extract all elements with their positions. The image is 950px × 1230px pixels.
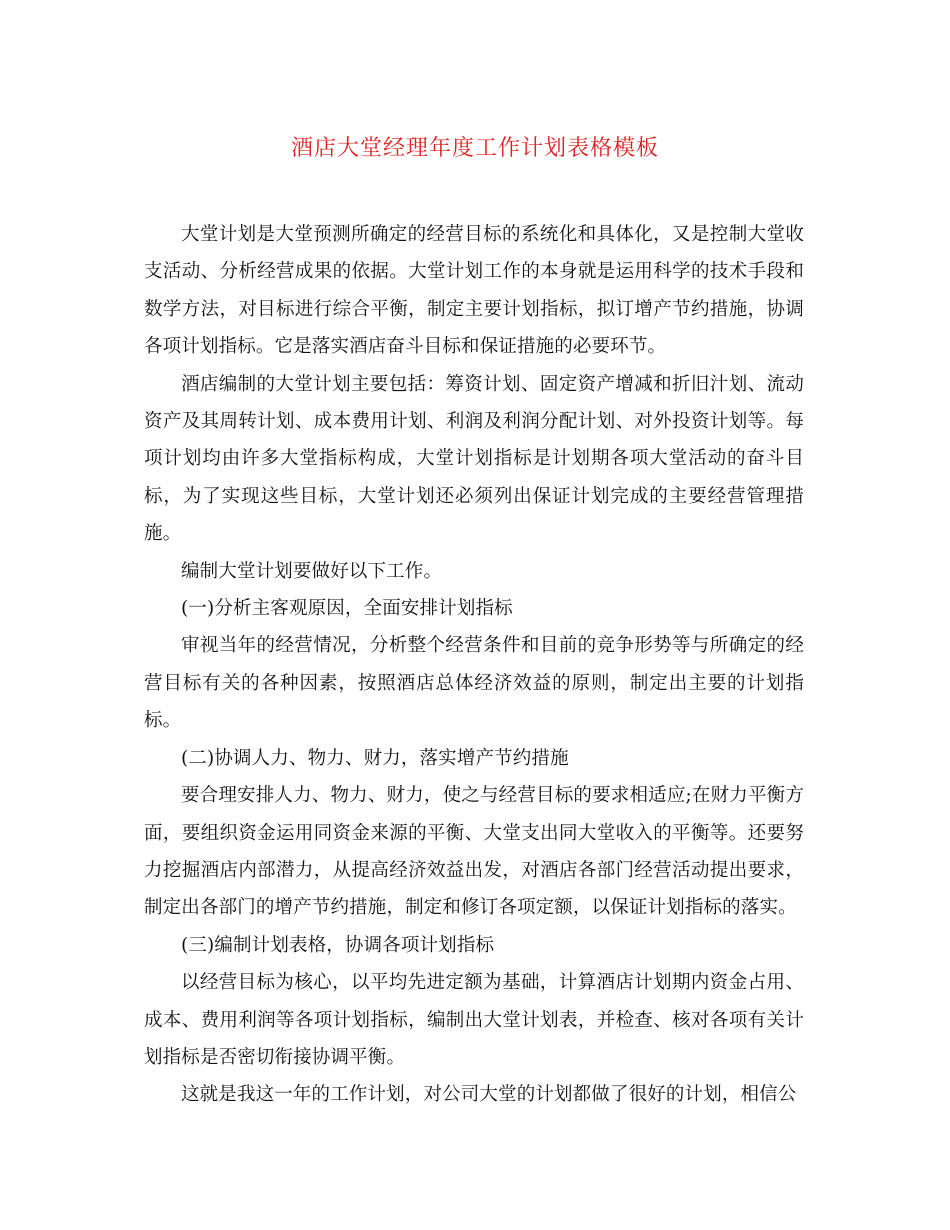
paragraph-closing: 这就是我这一年的工作计划，对公司大堂的计划都做了很好的计划，相信公: [181, 1084, 797, 1106]
paragraph-section-3: 以经营目标为核心，以平均先进定额为基础，计算酒店计划期内资金占用、成本、费用利润等各项计划指标，编制出大堂计划表，并检查、核对各项有关计划指标是否密切衔接协调平衡。: [144, 972, 804, 1068]
paragraph-section-1: 审视当年的经营情况，分析整个经营条件和目前的竞争形势等与所确定的经营目标有关的各种因素，按照酒店总体经济效益的原则，制定出主要的计划指标。: [144, 635, 804, 732]
document-body: [144, 216, 804, 1114]
paragraph-section-2: 要合理安排人力、物力、财力，使之与经营目标的要求相适应;在财力平衡方面，要组织资金运用同资金来源的平衡、大堂支出同大堂收入的平衡等。还要努力挖掘酒店内部潜力，从提高经济效益出发，对酒店各部门经营活动提出要求，制定出各部门的增产节约措施，制定和修订各项定额，以保证计划指标的落实。: [144, 785, 804, 919]
paragraph-plan-contents: 酒店编制的大堂计划主要包括：筹资计划、固定资产增减和折旧汁划、流动资产及其周转计划、成本费用计划、利润及利润分配计划、对外投资计划等。每项计划均由许多大堂指标构成，大堂计划指标是计划期各项大堂活动的奋斗目标，为了实现这些目标，大堂计划还必须列出保证计划完成的主要经营管理措施。: [144, 373, 804, 545]
paragraph-intro: 大堂计划是大堂预测所确定的经营目标的系统化和具体化，又是控制大堂收支活动、分析经营成果的依据。大堂计划工作的本身就是运用科学的技术手段和数学方法，对目标进行综合平衡，制定主要计划指标，拟订增产节约措施，协调各项计划指标。它是落实酒店奋斗目标和保证措施的必要环节。: [144, 224, 804, 358]
section-heading-3: (三)编制计划表格，协调各项计划指标: [181, 934, 495, 956]
section-heading-2: (二)协调人力、物力、财力，落实增产节约措施: [181, 747, 569, 769]
section-heading-1: (一)分析主客观原因，全面安排计划指标: [181, 598, 513, 620]
paragraph-work-lead: 编制大堂计划要做好以下工作。: [181, 560, 443, 582]
document-title: 酒店大堂经理年度工作计划表格模板: [290, 136, 659, 161]
